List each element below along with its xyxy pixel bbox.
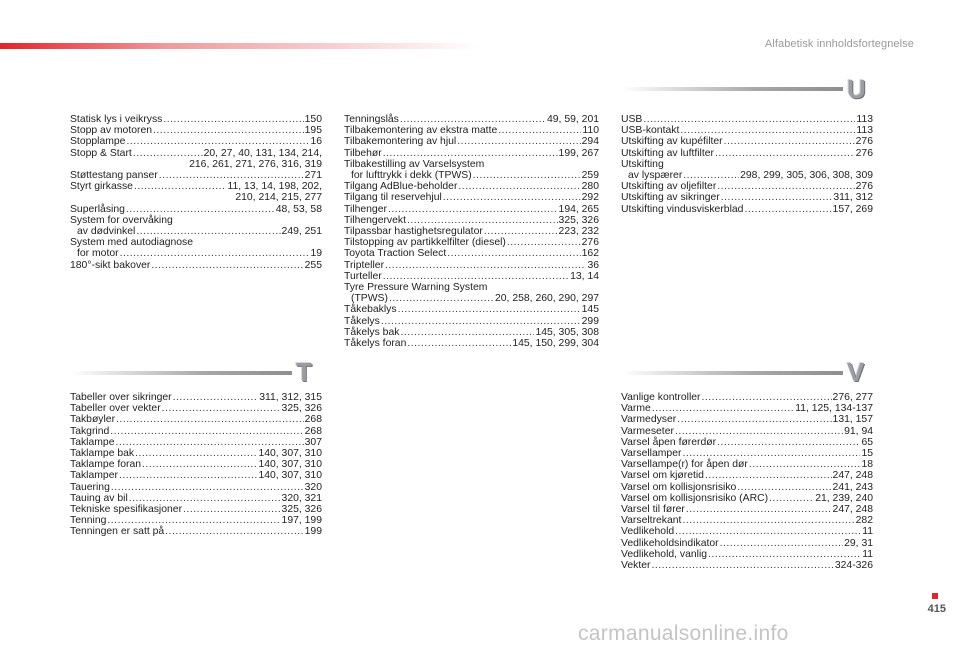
entry-pages: 15 [861,448,873,460]
leader-dots [134,181,227,192]
entry-label: Utskifting av sikringer [621,192,720,204]
index-entry [70,459,322,470]
index-entry [344,114,599,125]
index-list-t-2 [344,114,599,349]
entry-pages: 325, 326 [281,403,322,415]
entry-pages: 276, 277 [832,392,873,403]
leader-dots [677,414,831,425]
index-entry [344,316,599,327]
index-entry [70,470,322,481]
leader-dots [385,260,586,271]
leader-dots [682,515,854,526]
index-entry [70,181,322,203]
index-entry [344,136,599,147]
index-entry [344,125,599,136]
index-entry [621,549,873,560]
leader-dots [769,493,814,504]
leader-dots [724,136,855,147]
index-entry [621,136,873,147]
entry-pages: 65 [861,436,873,448]
leader-dots [107,515,280,526]
index-entry [70,426,322,437]
index-entry [344,192,599,203]
entry-label: Tilhenger [344,203,387,215]
index-entry [621,560,873,571]
index-entry [621,448,873,459]
leader-dots [183,504,281,515]
section-letter-t: T [296,357,312,387]
entry-label: Styrt girkasse [70,181,133,193]
index-entry [344,282,599,304]
leader-dots [116,414,304,425]
index-entry [70,125,322,136]
index-entry [621,493,873,504]
leader-dots [744,204,831,215]
entry-label: Toyota Traction Select [344,248,447,260]
entry-label: Tilbehør [344,147,382,159]
index-list-t-1 [70,392,322,538]
entry-pages: 282 [855,515,873,527]
entry-pages: 249, 251 [281,226,322,238]
index-entry [621,504,873,515]
entry-pages: 194, 265 [558,203,599,215]
leader-dots [643,114,855,125]
entry-pages: 276 [855,147,873,159]
section-divider-u [621,87,843,91]
entry-pages-continued: 216, 261, 271, 276, 316, 319 [189,158,322,170]
leader-dots [136,226,280,237]
entry-label: Taklampe [70,436,115,448]
entry-label: System med autodiagnose [70,237,194,249]
index-entry [70,392,322,403]
index-entry [344,204,599,215]
leader-dots [705,470,832,481]
entry-label: Varsel åpen førerdør [621,436,717,448]
index-entry [70,136,322,147]
entry-label: Tauing av bil [70,492,128,504]
index-list-v [621,392,873,571]
entry-label: Støttestang panser [70,170,158,182]
entry-pages: 292 [581,192,599,204]
leader-dots [383,271,569,282]
index-entry [621,403,873,414]
section-divider-v [621,371,843,375]
entry-pages: 140, 307, 310 [258,448,322,460]
entry-pages: 11 [862,526,873,538]
entry-label: Tilbakemontering av hjul [344,136,457,148]
entry-pages: 145 [581,304,599,316]
entry-label: Taklampe foran [70,459,142,471]
entry-label: Tilbakemontering av ekstra matte [344,125,498,137]
index-entry [344,148,599,159]
leader-dots [680,125,855,136]
entry-pages: 145, 150, 299, 304 [512,338,599,350]
index-entry [621,437,873,448]
leader-dots [389,293,494,304]
entry-sublabel: (TPWS) [351,293,388,305]
entry-label: Superlåsing [70,203,125,215]
leader-dots [686,504,832,515]
entry-sublabel: av dødvinkel [77,226,136,238]
index-entry [344,181,599,192]
entry-pages: 311, 312, 315 [259,392,322,403]
leader-dots [720,538,843,549]
entry-label: Tilstopping av partikkelfilter (diesel) [344,237,506,249]
leader-dots [407,338,511,349]
entry-label: Vanlige kontroller [621,392,701,403]
entry-label: Varme [621,403,651,415]
leader-dots [400,327,534,338]
entry-pages: 20, 258, 260, 290, 297 [495,293,599,305]
entry-pages: 18 [861,459,873,471]
index-entry [344,248,599,259]
index-entry [621,426,873,437]
entry-pages: 49, 59, 201 [547,114,599,125]
leader-dots [473,170,581,181]
leader-dots [682,448,860,459]
entry-pages: 110 [582,125,599,137]
index-entry [70,482,322,493]
leader-dots [165,526,303,537]
entry-label: Vedlikeholdsindikator [621,537,719,549]
section-divider-t [70,371,292,375]
index-list-u [621,114,873,215]
leader-dots [381,316,581,327]
entry-label: Tåkelys foran [344,338,407,350]
leader-dots [135,448,257,459]
entry-pages: 21, 239, 240 [815,492,873,504]
leader-dots [651,560,833,571]
index-entry [621,392,873,403]
entry-label: Utskifting av oljefilter [621,181,717,193]
entry-pages: 325, 326 [558,214,599,226]
leader-dots [737,482,831,493]
index-list-s [70,114,322,271]
leader-dots [120,248,310,259]
section-letter-u: U [847,74,866,104]
entry-label: Tilpassbar hastighetsregulator [344,226,483,238]
entry-pages: 131, 157 [832,414,873,426]
entry-label: Varsellamper [621,448,682,460]
leader-dots [388,204,558,215]
entry-pages: 294 [581,136,599,148]
entry-pages: 157, 269 [832,203,873,215]
index-entry [621,414,873,425]
entry-pages: 20, 27, 40, 131, 134, 214, [203,147,322,159]
leader-dots [383,148,558,159]
entry-label: Tabeller over vekter [70,403,161,415]
index-entry [344,327,599,338]
entry-label: Tauering [70,481,110,493]
entry-pages: 16 [310,136,322,148]
entry-label: Vedlikehold, vanlig [621,548,708,560]
entry-pages: 276 [855,181,873,193]
index-entry [621,192,873,203]
entry-label: Tåkelys [344,315,380,327]
entry-pages: 325, 326 [281,504,322,516]
leader-dots [702,392,832,403]
entry-label: Varsel om kjøretid [621,470,704,482]
entry-label: Tilgang AdBlue-beholder [344,181,458,193]
leader-dots [407,215,558,226]
index-entry [621,482,873,493]
leader-dots [749,459,861,470]
leader-dots [126,136,309,147]
entry-label: Taklampe bak [70,448,135,460]
entry-pages: 268 [304,414,322,426]
index-entry [344,159,599,181]
entry-pages: 145, 305, 308 [535,326,599,338]
index-entry [344,215,599,226]
entry-label: Tenningen er satt på [70,526,165,538]
page-marker [932,593,938,599]
leader-dots [484,226,558,237]
entry-label: Tilbakestilling av Varselsystem [344,158,485,170]
entry-pages: 11, 125, 134-137 [795,403,873,415]
entry-pages: 247, 248 [832,470,873,482]
entry-label: Takgrind [70,425,110,437]
index-entry [621,515,873,526]
index-entry [70,114,322,125]
entry-pages: 13, 14 [570,270,599,282]
index-entry [70,170,322,181]
entry-label: Tilhengervekt [344,214,406,226]
index-entry [70,215,322,237]
entry-label: Varsel til fører [621,504,685,516]
index-entry [621,204,873,215]
entry-pages: 299 [581,315,599,327]
index-entry [344,237,599,248]
leader-dots [119,470,258,481]
entry-label: Stopp av motoren [70,125,153,137]
entry-label: Varsellampe(r) for åpen dør [621,459,748,471]
index-entry [70,414,322,425]
leader-dots [133,148,203,159]
index-entry [70,515,322,526]
leader-dots [717,437,860,448]
index-entry [344,226,599,237]
index-entry [621,148,873,159]
entry-pages: 29, 31 [844,537,873,549]
entry-pages: 140, 307, 310 [258,459,322,471]
watermark: carmanualsonline.info [578,622,789,645]
entry-label: USB-kontakt [621,125,680,137]
leader-dots [142,459,257,470]
page-number: 415 [927,603,946,615]
leader-dots [443,192,581,203]
entry-pages: 11, 13, 14, 198, 202, [227,181,322,193]
leader-dots [126,204,275,215]
entry-pages: 259 [581,170,599,182]
entry-pages: 247, 248 [832,504,873,516]
entry-pages: 276 [581,237,599,249]
index-entry [70,448,322,459]
index-entry [344,304,599,315]
entry-label: Tenningslås [344,114,399,125]
leader-dots [153,125,304,136]
entry-label: USB [621,114,643,125]
leader-dots [652,403,794,414]
index-entry [344,338,599,349]
leader-dots [708,549,861,560]
entry-pages: 298, 299, 305, 306, 308, 309 [740,170,873,182]
entry-label: Tabeller over sikringer [70,392,172,403]
index-entry [621,526,873,537]
entry-pages: 195 [304,125,322,137]
leader-dots [447,248,580,259]
entry-label: Varmedyser [621,414,677,426]
index-entry [70,260,322,271]
entry-label: Utskifting vindusviskerblad [621,203,744,215]
leader-dots [151,260,303,271]
entry-label: Vekter [621,560,651,572]
index-entry [344,271,599,282]
entry-label: Turteller [344,270,382,282]
index-entry [70,204,322,215]
entry-sublabel: av lyspærer [628,170,683,182]
entry-pages: 311, 312 [833,192,873,204]
leader-dots [457,136,580,147]
entry-label: 180°-sikt bakover [70,259,151,271]
leader-dots [683,170,739,181]
entry-label: Tyre Pressure Warning System [344,282,488,294]
entry-label: Stopp & Start [70,147,132,159]
index-entry [621,538,873,549]
entry-pages: 113 [856,114,873,125]
leader-dots [115,437,303,448]
leader-dots [163,114,303,125]
leader-dots [458,181,580,192]
entry-pages: 307 [304,436,322,448]
entry-pages: 36 [587,259,599,271]
entry-label: Tenning [70,515,107,527]
entry-label: Tåkebaklys [344,304,397,316]
entry-pages: 150 [304,114,322,125]
section-letter-v: V [847,357,865,387]
index-entry [70,403,322,414]
index-entry [344,260,599,271]
leader-dots [129,493,281,504]
entry-pages: 268 [304,425,322,437]
entry-label: Statisk lys i veikryss [70,114,163,125]
entry-pages: 223, 232 [558,226,599,238]
entry-label: Stopplampe [70,136,126,148]
leader-dots [498,125,581,136]
entry-pages: 113 [856,125,873,137]
entry-label: Tåkelys bak [344,326,400,338]
leader-dots [173,392,259,403]
header-accent-bar [0,43,480,49]
entry-label: Tekniske spesifikasjoner [70,504,183,516]
entry-pages: 197, 199 [281,515,322,527]
entry-pages: 324-326 [834,560,873,572]
entry-label: Utskifting av luftfilter [621,147,714,159]
index-entry [70,148,322,170]
entry-pages: 271 [304,170,322,182]
leader-dots [162,403,281,414]
index-entry [70,437,322,448]
leader-dots [717,181,854,192]
index-entry [621,114,873,125]
leader-dots [400,114,546,125]
entry-pages: 19 [310,248,322,260]
entry-label: Varsel om kollisjonsrisiko [621,481,737,493]
index-entry [621,459,873,470]
entry-label: Vedlikehold [621,526,675,538]
entry-label: Utskifting [621,158,664,170]
entry-sublabel: for lufttrykk i dekk (TPWS) [351,170,472,182]
entry-label: Taklamper [70,470,118,482]
entry-pages-continued: 210, 214, 215, 277 [235,192,322,204]
leader-dots [111,482,304,493]
entry-pages: 199 [304,526,322,538]
entry-label: Utskifting av kupéfilter [621,136,723,148]
page-header-title: Alfabetisk innholdsfortegnelse [764,38,914,50]
leader-dots [398,304,581,315]
index-entry [70,526,322,537]
entry-pages: 276 [855,136,873,148]
leader-dots [507,237,581,248]
entry-pages: 48, 53, 58 [275,203,322,215]
entry-pages: 241, 243 [832,481,873,493]
leader-dots [159,170,304,181]
entry-label: System for overvåking [70,214,173,226]
index-entry [621,181,873,192]
entry-pages: 140, 307, 310 [258,470,322,482]
entry-label: Varmeseter [621,425,674,437]
leader-dots [675,526,861,537]
entry-label: Takbøyler [70,414,116,426]
index-entry [70,493,322,504]
entry-pages: 162 [581,248,599,260]
leader-dots [715,148,855,159]
entry-label: Tilgang til reservehjul [344,192,442,204]
leader-dots [721,192,833,203]
entry-sublabel: for motor [77,248,119,260]
entry-pages: 320, 321 [281,492,322,504]
entry-pages: 255 [304,259,322,271]
entry-pages: 320 [304,481,322,493]
entry-pages: 199, 267 [558,147,599,159]
entry-pages: 280 [581,181,599,193]
entry-label: Tripteller [344,259,385,271]
index-entry [621,125,873,136]
index-entry [70,237,322,259]
entry-label: Varsel om kollisjonsrisiko (ARC) [621,492,769,504]
leader-dots [110,426,303,437]
index-entry [70,504,322,515]
index-entry [621,159,873,181]
entry-label: Varseltrekant [621,515,682,527]
index-entry [621,470,873,481]
leader-dots [675,426,843,437]
entry-pages: 11 [862,548,873,560]
entry-pages: 91, 94 [844,425,873,437]
